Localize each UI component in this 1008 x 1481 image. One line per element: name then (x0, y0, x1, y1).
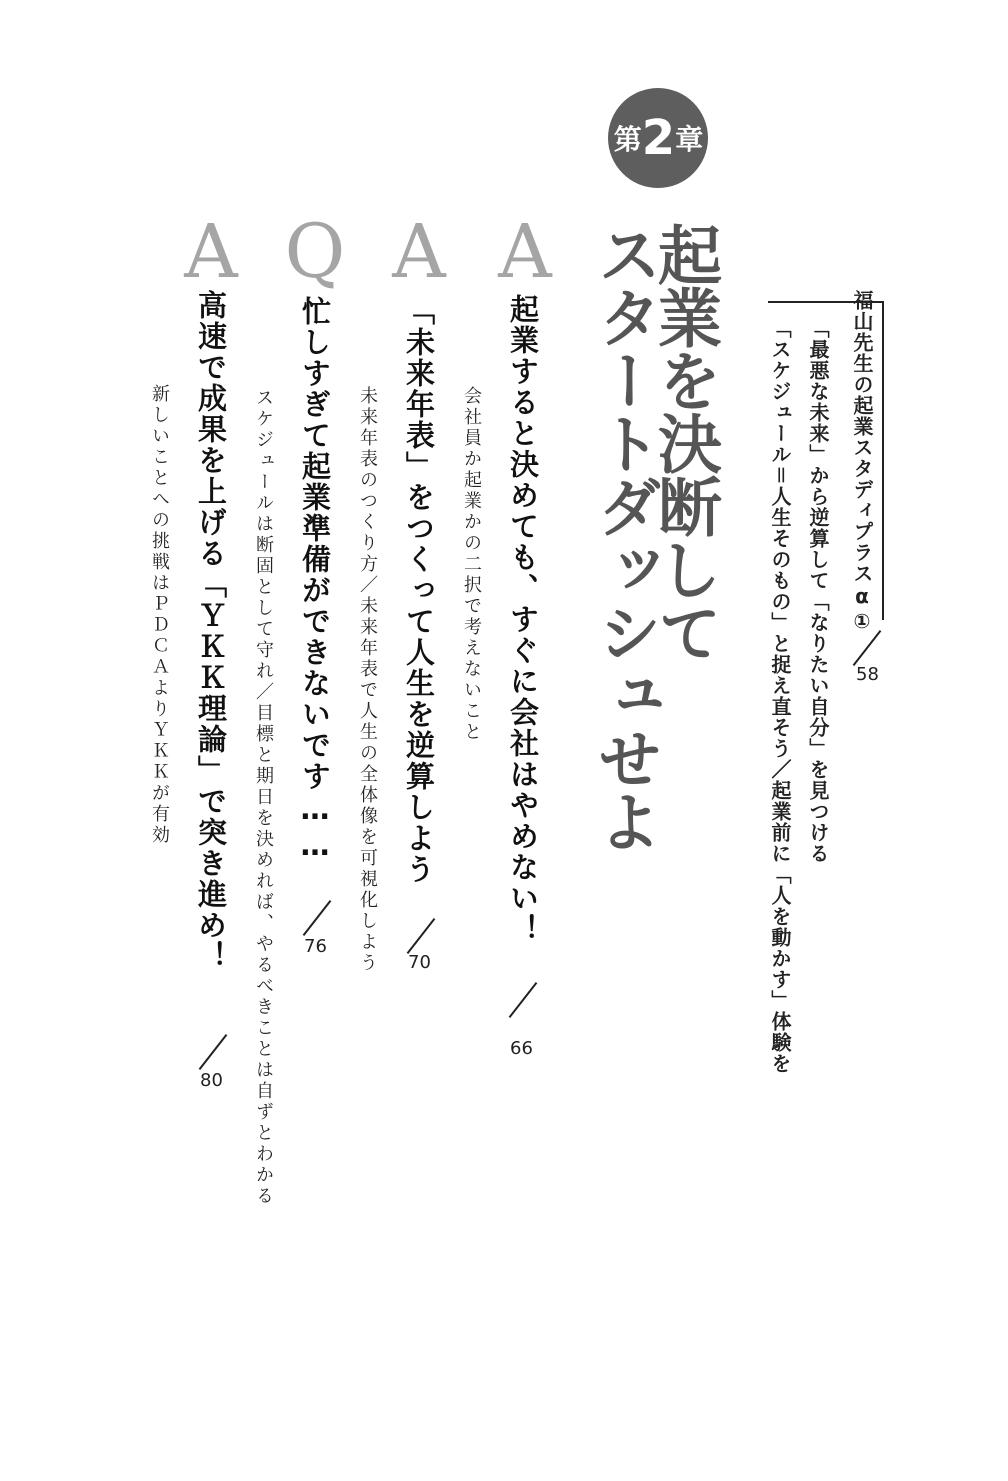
entry-heading-4: 高速で成果を上げる「ＹＫＫ理論」で突き進め！ (194, 290, 228, 972)
study-plus-title: 福山先生の起業スタディプラスα① (850, 290, 874, 634)
answer-letter-4: A (184, 209, 238, 295)
chapter-number: 2 (641, 110, 675, 166)
chapter-title-line1: 起業を決断して (647, 222, 721, 663)
study-plus-line2: 「スケジュール＝人生そのもの」と捉え直そう／起業前に「人を動かす」体験を (768, 318, 792, 1074)
chapter-suffix: 章 (675, 123, 703, 156)
entry-slash-2 (407, 918, 436, 954)
entry-sub-3: スケジュールは断固として守れ／目標と期日を決めれば、やるべきことは自ずとわかる (253, 388, 274, 1207)
entry-slash-4 (199, 1034, 228, 1070)
entry-heading-3: 忙しすぎて起業準備ができないです…… (298, 296, 332, 864)
study-plus-page: 58 (856, 664, 879, 685)
entry-sub-2: 未来年表のつくり方／未来年表で人生の全体像を可視化しよう (357, 386, 378, 974)
chapter-prefix: 第 (613, 123, 641, 156)
entry-slash-3 (303, 900, 332, 936)
entry-sub-4: 新しいことへの挑戦はＰＤＣＡよりＹＫＫが有効 (149, 384, 170, 846)
study-plus-line1: 「最悪な未来」から逆算して「なりたい自分」を見つける (806, 318, 830, 864)
answer-letter-2: A (392, 209, 446, 295)
entry-page-1: 66 (510, 1038, 533, 1059)
entry-sub-1: 会社員か起業かの二択で考えないこと (461, 386, 482, 743)
entry-page-3: 76 (304, 936, 327, 957)
answer-letter-1: A (498, 209, 552, 295)
chapter-title-line2: スタートダッシュせよ (587, 222, 661, 852)
chapter-badge (608, 88, 708, 188)
entry-page-4: 80 (200, 1070, 223, 1091)
study-plus-slash (853, 630, 882, 666)
entry-heading-2: 「未来年表」をつくって人生を逆算しよう (402, 296, 436, 885)
question-letter-3: Q (284, 209, 346, 295)
entry-heading-1: 起業すると決めても、すぐに会社はやめない！ (506, 294, 540, 945)
entry-page-2: 70 (408, 952, 431, 973)
study-plus-bracket-side (882, 302, 884, 620)
entry-slash-1 (509, 982, 538, 1018)
